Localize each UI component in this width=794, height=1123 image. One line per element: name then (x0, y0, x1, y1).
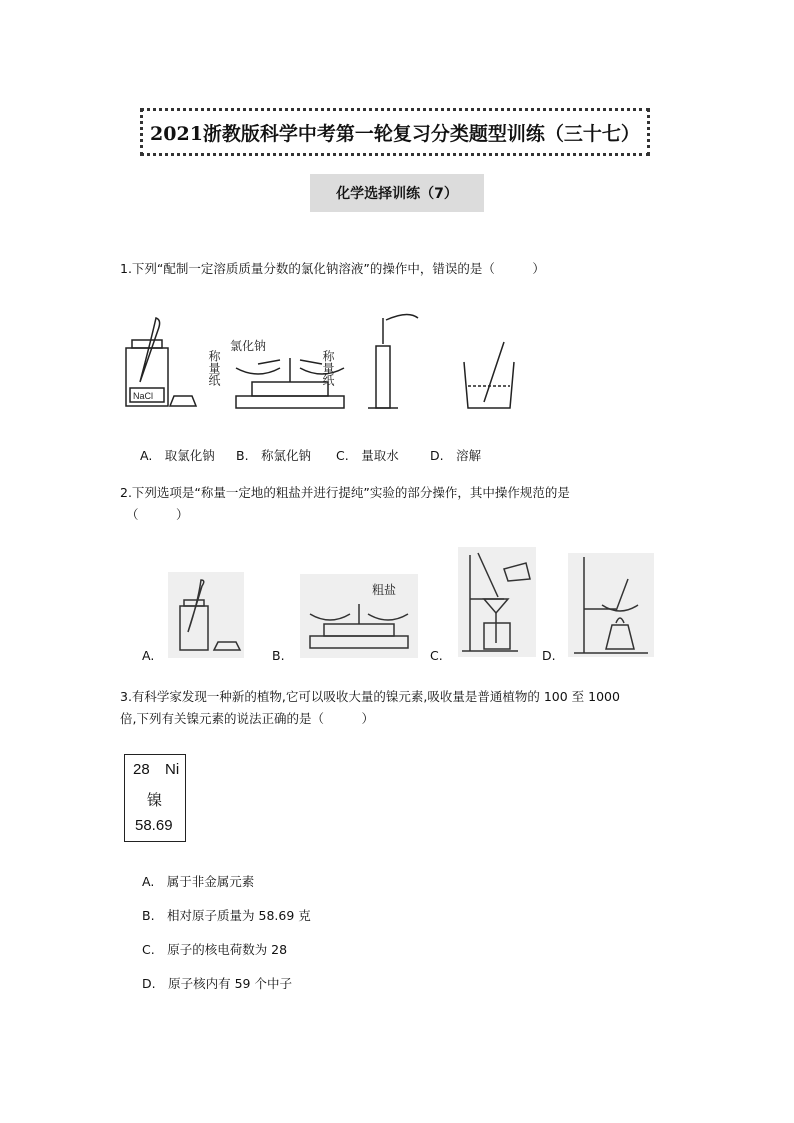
section-subtitle (310, 174, 484, 212)
element-symbol: Ni (165, 761, 180, 778)
page-title (140, 108, 650, 156)
q2-figure-a (168, 572, 244, 658)
question-3-stem-line-2: 倍,下列有关镍元素的说法正确的是（ ） (120, 711, 374, 726)
question-1-figures (118, 300, 538, 420)
atomic-mass: 58.69 (135, 817, 173, 834)
section-subtitle-text: 化学选择训练（7） (336, 186, 458, 202)
q3-option-c: C. 原子的核电荷数为 28 (142, 942, 288, 957)
q1-option-b: B. 称氯化钠 (236, 448, 312, 463)
atomic-number: 28 (133, 761, 150, 778)
periodic-element-card (124, 754, 186, 842)
q3-option-b: B. 相对原子质量为 58.69 克 (142, 908, 311, 923)
nacl-label: NaCl (133, 391, 154, 401)
q2-option-d: D. (542, 648, 556, 663)
q1-option-c: C. 量取水 (336, 448, 399, 463)
question-3-stem-line-1: 3.有科学家发现一种新的植物,它可以吸收大量的镍元素,吸收量是普通植物的 100 至 1000 (120, 689, 620, 704)
question-1-stem: 1.下列“配制一定溶质质量分数的氯化钠溶液”的操作中，错误的是（ ） (120, 261, 545, 276)
salt-label: 氯化钠 (230, 339, 267, 353)
q2-figure-c (458, 547, 536, 657)
q1-option-d: D. 溶解 (430, 448, 482, 463)
q3-option-d: D. 原子核内有 59 个中子 (142, 976, 292, 991)
q2-option-a: A. (142, 648, 155, 663)
question-2-stem-line-1: 2.下列选项是“称量一定地的粗盐并进行提纯”实验的部分操作，其中操作规范的是 (120, 485, 570, 500)
page-title-text: 2021浙教版科学中考第一轮复习分类题型训练（三十七） (150, 122, 640, 145)
q2-option-c: C. (430, 648, 443, 663)
beaker-illustration (464, 342, 514, 408)
q3-option-a: A. 属于非金属元素 (142, 874, 255, 889)
paper-label-right: 称量纸 (321, 350, 335, 386)
q2-option-b: B. (272, 648, 285, 663)
q1-option-a: A. 取氯化钠 (140, 448, 215, 463)
cylinder-illustration (368, 314, 418, 408)
crude-salt-label: 粗盐 (372, 583, 397, 597)
question-2-stem-line-2: （ ） (126, 507, 189, 522)
paper-label-left: 称量纸 (207, 350, 221, 386)
q2-figure-b (300, 574, 418, 658)
element-name: 镍 (147, 791, 163, 809)
q2-figure-d (568, 553, 654, 657)
